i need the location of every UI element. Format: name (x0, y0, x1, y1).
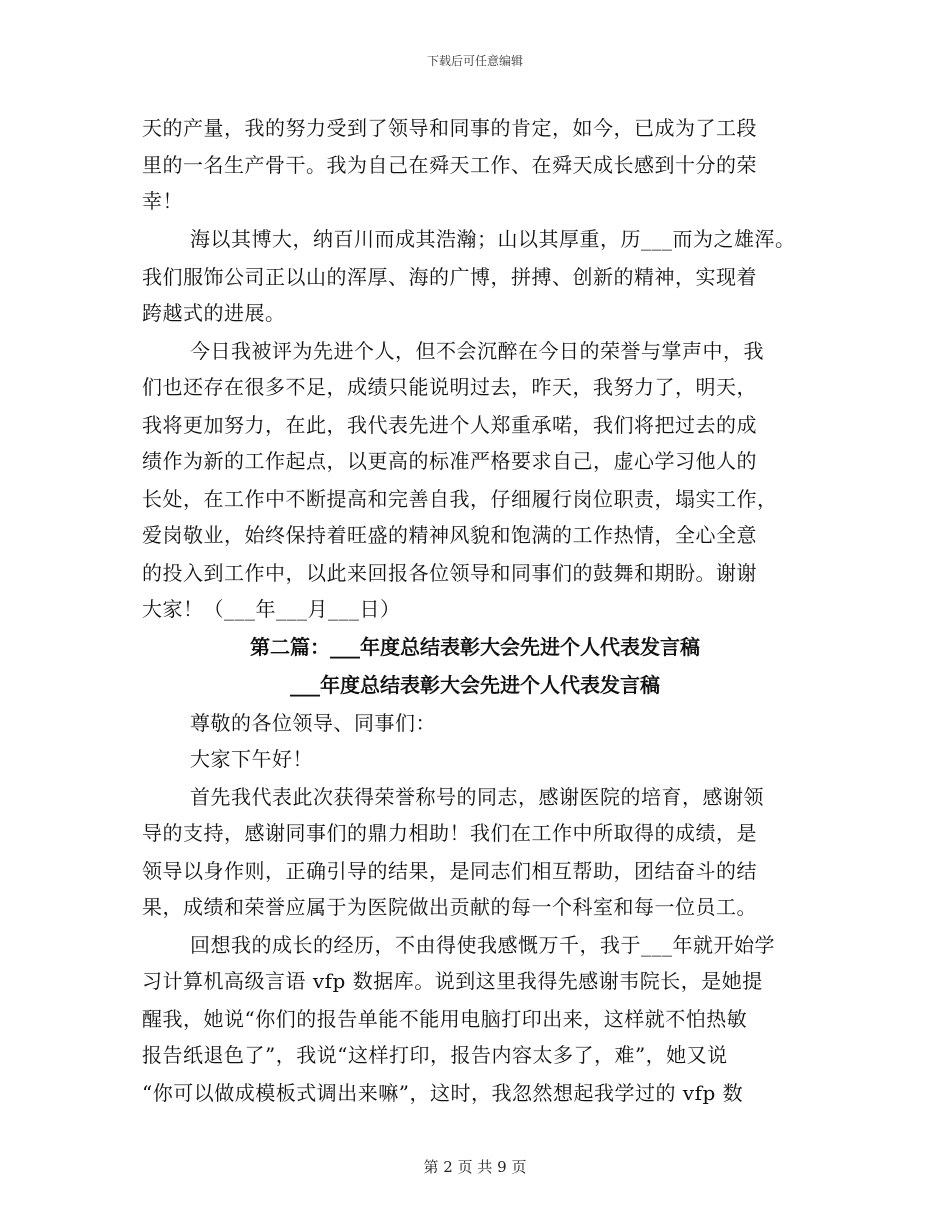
salutation: 尊敬的各位领导、同事们： (190, 711, 436, 735)
body-line: 习计算机高级言语 vfp 数据库。说到这里我得先感谢韦院长，是她提 (142, 969, 763, 993)
page-footer: 第 2 页 共 9 页 (423, 1158, 527, 1176)
body-line: 我将更加努力，在此，我代表先进个人郑重承喏，我们将把过去的成 (142, 413, 757, 437)
document-title: ___年度总结表彰大会先进个人代表发言稿 (290, 673, 660, 697)
body-line: 长处，在工作中不断提高和完善自我，仔细履行岗位职责，塌实工作， (142, 487, 778, 511)
body-line: 领导以身作则，正确引导的结果，是同志们相互帮助，团结奋斗的结 (142, 859, 757, 883)
body-line: 的投入到工作中，以此来回报各位领导和同事们的鼓舞和期盼。谢谢 (142, 561, 757, 585)
body-line: 幸！ (142, 189, 183, 213)
body-line: 我们服饰公司正以山的浑厚、海的广博，拼搏、创新的精神，实现着 (142, 265, 757, 289)
paragraph-start-line: 今日我被评为先进个人，但不会沉醉在今日的荣誉与掌声中，我 (190, 339, 764, 363)
section-heading: 第二篇：___年度总结表彰大会先进个人代表发言稿 (250, 635, 700, 659)
body-line: 果，成绩和荣誉应属于为医院做出贡献的每一个科室和每一位员工。 (142, 895, 757, 919)
paragraph-start-line: 海以其博大，纳百川而成其浩瀚；山以其厚重，历___而为之雄浑。 (190, 227, 796, 251)
greeting: 大家下午好！ (190, 747, 313, 771)
body-line: 们也还存在很多不足，成绩只能说明过去，昨天，我努力了，明天， (142, 375, 757, 399)
body-line: 天的产量，我的努力受到了领导和同事的肯定，如今，已成为了工段 (142, 116, 757, 140)
paragraph-start-line: 首先我代表此次获得荣誉称号的同志，感谢医院的培育，感谢领 (190, 785, 764, 809)
body-line: 导的支持，感谢同事们的鼎力相助！我们在工作中所取得的成绩，是 (142, 821, 757, 845)
paragraph-start-line: 回想我的成长的经历，不由得使我感慨万千，我于___年就开始学 (190, 933, 775, 957)
body-line: 醒我，她说“你们的报告单能不能用电脑打印出来，这样就不怕热敏 (142, 1007, 748, 1031)
body-line: 爱岗敬业，始终保持着旺盛的精神风貌和饱满的工作热情，全心全意 (142, 523, 757, 547)
body-line: 跨越式的进展。 (142, 301, 286, 325)
body-line: 绩作为新的工作起点，以更高的标准严格要求自己，虚心学习他人的 (142, 449, 757, 473)
body-line: 大家！（___年___月___日） (142, 597, 401, 621)
body-line: 报告纸退色了”，我说“这样打印，报告内容太多了，难”，她又说 (142, 1043, 728, 1067)
body-line: “你可以做成模板式调出来嘛”，这时，我忽然想起我学过的 vfp 数 (142, 1081, 744, 1105)
body-line: 里的一名生产骨干。我为自己在舜天工作、在舜天成长感到十分的荣 (142, 153, 757, 177)
page-header: 下载后可任意编辑 (426, 54, 523, 68)
